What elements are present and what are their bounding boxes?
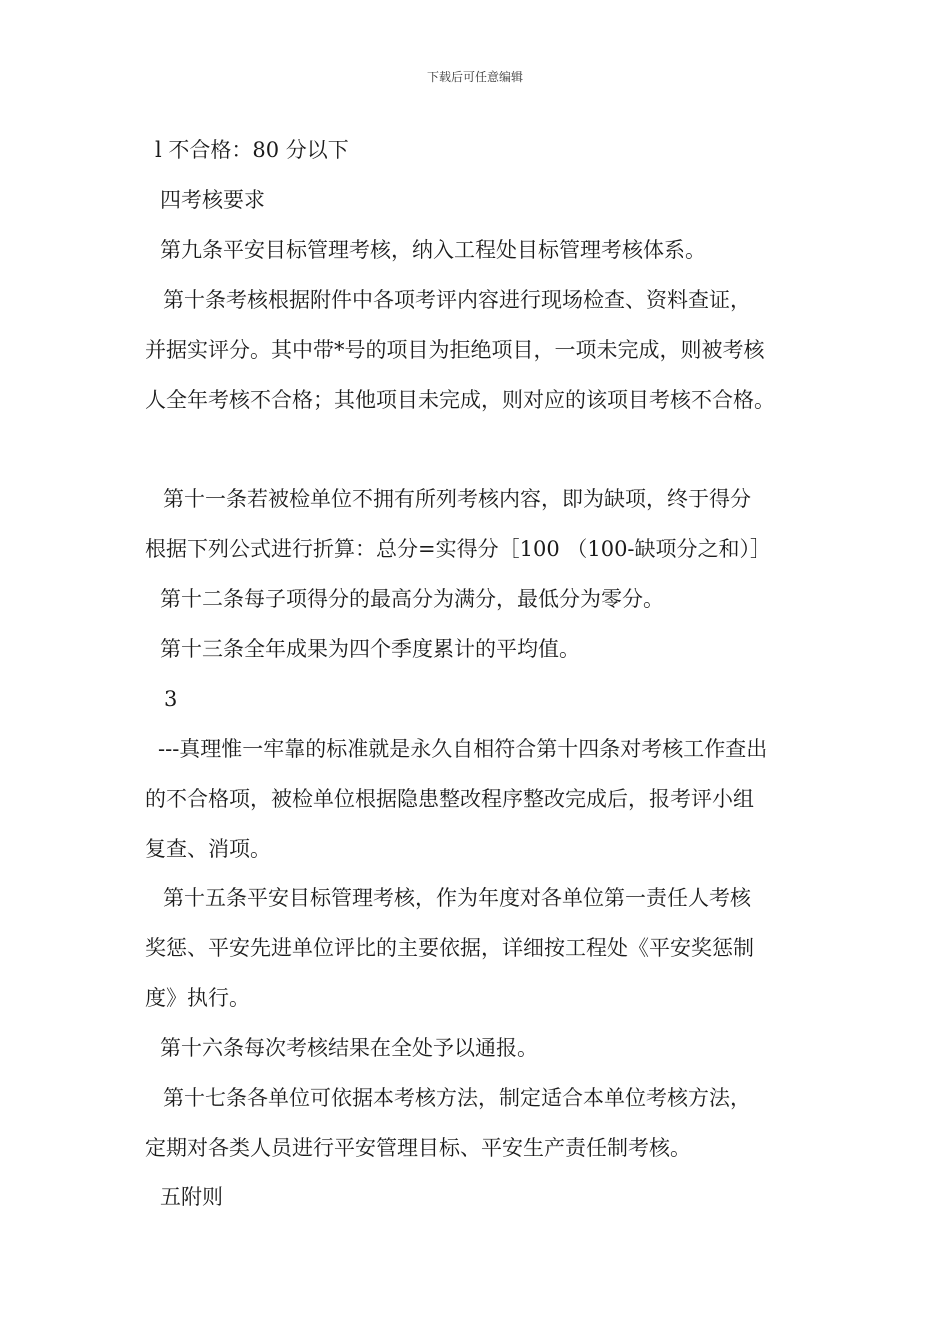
text-line: 度》执行。	[145, 986, 250, 1010]
text-line: 第十二条每子项得分的最高分为满分，最低分为零分。	[160, 587, 664, 611]
text-line: 第十一条若被检单位不拥有所列考核内容，即为缺项，终于得分	[163, 487, 751, 511]
text-line: 人全年考核不合格；其他项目未完成，则对应的该项目考核不合格。	[145, 388, 775, 412]
text-line: 第十条考核根据附件中各项考评内容进行现场检查、资料查证，	[163, 288, 751, 312]
section-heading: 五附则	[160, 1185, 223, 1209]
text-line: 第十三条全年成果为四个季度累计的平均值。	[160, 637, 580, 661]
text-line: 根据下列公式进行折算：总分=实得分［100 （100-缺项分之和）］	[145, 537, 772, 561]
text-line: 复查、消项。	[145, 837, 271, 861]
page-header: 下载后可任意编辑	[426, 70, 523, 84]
page-number: 3	[164, 687, 178, 711]
text-line: 第十六条每次考核结果在全处予以通报。	[160, 1036, 538, 1060]
section-heading: 四考核要求	[160, 188, 265, 212]
text-line: 奖惩、平安先进单位评比的主要依据，详细按工程处《平安奖惩制	[145, 936, 754, 960]
text-line: 第十七条各单位可依据本考核方法，制定适合本单位考核方法，	[163, 1086, 751, 1110]
text-line: 第九条平安目标管理考核，纳入工程处目标管理考核体系。	[160, 238, 706, 262]
text-line: ---真理惟一牢靠的标准就是永久自相符合第十四条对考核工作查出	[158, 737, 768, 761]
text-line: 定期对各类人员进行平安管理目标、平安生产责任制考核。	[145, 1136, 691, 1160]
text-line: 并据实评分。其中带*号的项目为拒绝项目，一项未完成，则被考核	[145, 338, 765, 362]
text-line: l 不合格：80 分以下	[155, 138, 349, 162]
text-line: 的不合格项，被检单位根据隐患整改程序整改完成后，报考评小组	[145, 787, 754, 811]
text-line: 第十五条平安目标管理考核，作为年度对各单位第一责任人考核	[163, 886, 751, 910]
